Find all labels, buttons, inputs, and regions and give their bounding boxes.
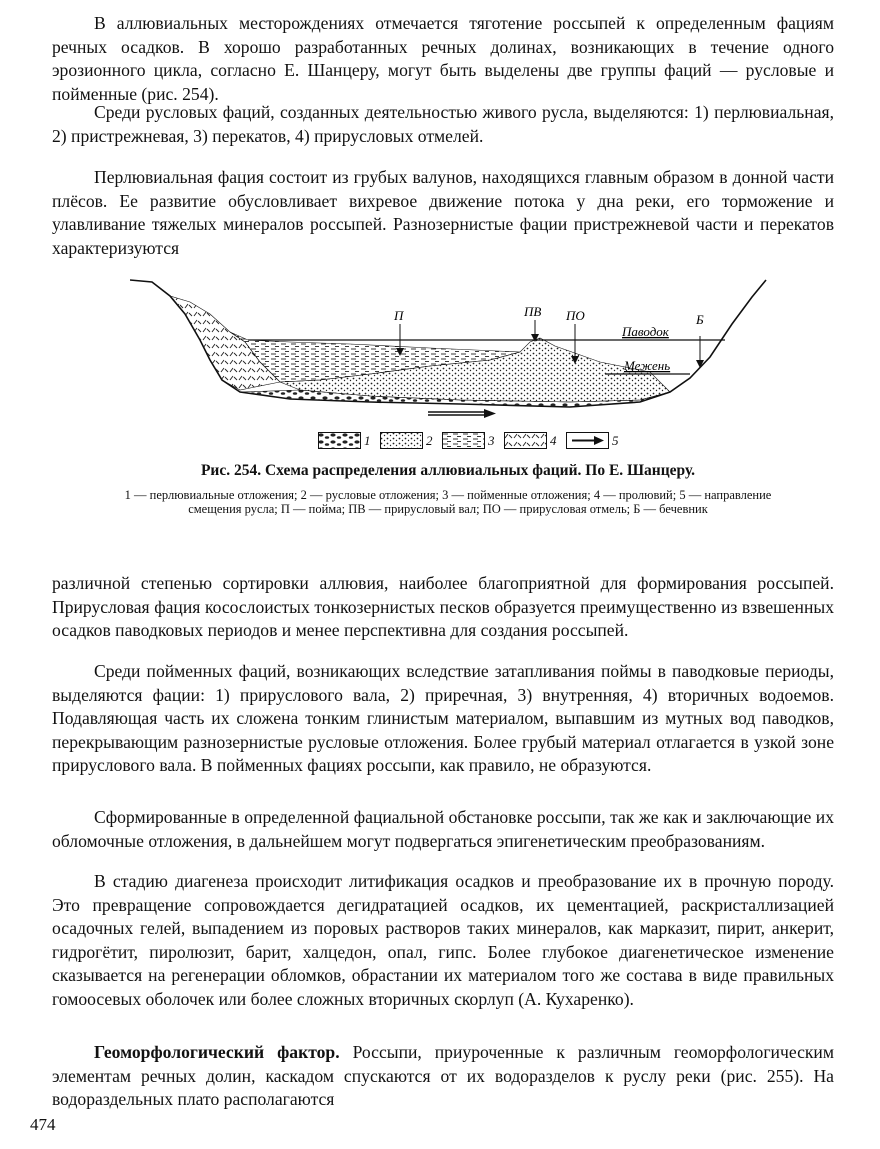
label-pv: ПВ (524, 304, 542, 319)
legend-item-4: 4 (504, 432, 548, 452)
label-p: П (394, 308, 404, 323)
paragraph-3: Перлювиальная фация состоит из грубых валунов, находящихся главным образом в донной части плёсов. Ее развитие обусловливает вихревое движение потока у дна реки, его торможение и улавливание тяжелых минералов россыпей. Разнозернистые фации пристрежневой части и перекатов характеризуются (52, 167, 834, 258)
label-po: ПО (566, 308, 585, 323)
paragraph-1: В аллювиальных месторождениях отмечается тяготение россыпей к определенным фациям речных осадков. В хорошо разработанных речных долинах, возникающих в течение одного эрозионного цикла, согласно Е. Шанцеру, могут быть выделены две группы фаций — русловые и пойменные (рис. 254). (52, 13, 834, 104)
alluvial-facies-diagram (130, 262, 770, 432)
label-lowwater: Межень (624, 358, 671, 373)
legend-item-1: 1 (318, 432, 362, 452)
page-number: 474 (30, 1115, 56, 1134)
figure-caption-legend: 1 — перлювиальные отложения; 2 — русловые отложения; 3 — пойменные отложения; 4 — пролювий; 5 — направление смещения русла; П — пойма; ПВ — прирусловый вал; ПО — прирусловая отмель; Б — бечевник (124, 488, 772, 516)
legend-item-2: 2 (380, 432, 424, 452)
paragraph-8: Геоморфологический фактор. Россыпи, приуроченные к различным геоморфологическим элементам речных долин, каскадом спускаются от их водоразделов к руслу реки (рис. 255). На водораздельных плато располагаются (52, 1042, 834, 1110)
paragraph-5: Среди пойменных фаций, возникающих вследствие затапливания поймы в паводковые периоды, выделяются фации: 1) прируслового вала, 2) приречная, 3) внутренняя, 4) вторичных водоемов. Подавляющая часть их сложена тонким глинистым материалом, выпавшим из мутных вод паводков, перекрывающим разнозернистые русловые отложения. Более грубый материал отлагается в узкой зоне прируслового вала. В пойменных фациях россыпи, как правило, не образуются. (52, 661, 834, 776)
figure-legend (318, 432, 618, 456)
paragraph-2: Среди русловых фаций, созданных деятельностью живого русла, выделяются: 1) перлювиальная, 2) пристрежневая, 3) перекатов, 4) прирусловых отмелей. (52, 102, 834, 146)
paragraph-4: различной степенью сортировки аллювия, наиболее благоприятной для формирования россыпей. Прирусловая фация косослоистых тонкозернистых песков образуется преимущественно из взвешенных осадков паводковых периодов и менее перспективна для создания россыпей. (52, 573, 834, 641)
label-b: Б (696, 312, 704, 327)
section-heading: Геоморфологический фактор. (94, 1042, 340, 1062)
paragraph-6: Сформированные в определенной фациальной обстановке россыпи, так же как и заключающие их обломочные отложения, в дальнейшем могут подвергаться эпигенетическим преобразованиям. (52, 807, 834, 851)
label-flood: Паводок (622, 324, 669, 339)
figure-caption-title: Рис. 254. Схема распределения аллювиальных фаций. По Е. Шанцеру. (200, 462, 696, 479)
legend-item-5: 5 (566, 432, 610, 452)
legend-item-3: 3 (442, 432, 486, 452)
paragraph-7: В стадию диагенеза происходит литификация осадков и преобразование их в прочную породу. Это превращение сопровождается дегидратацией осадков, их цементацией, раскристаллизацией осадочных гелей, выпадением из поровых растворов таких минералов, как марказит, пирит, анкерит, гидрогётит, пиролюзит, барит, халцедон, опал, гипс. Более глубокое диагенетическое изменение сказывается на регенерации обломков, обрастании их материалом того же состава в виде правильных гомоосевых оболочек или более сложных вторичных скорлуп (А. Кухаренко). (52, 871, 834, 1009)
